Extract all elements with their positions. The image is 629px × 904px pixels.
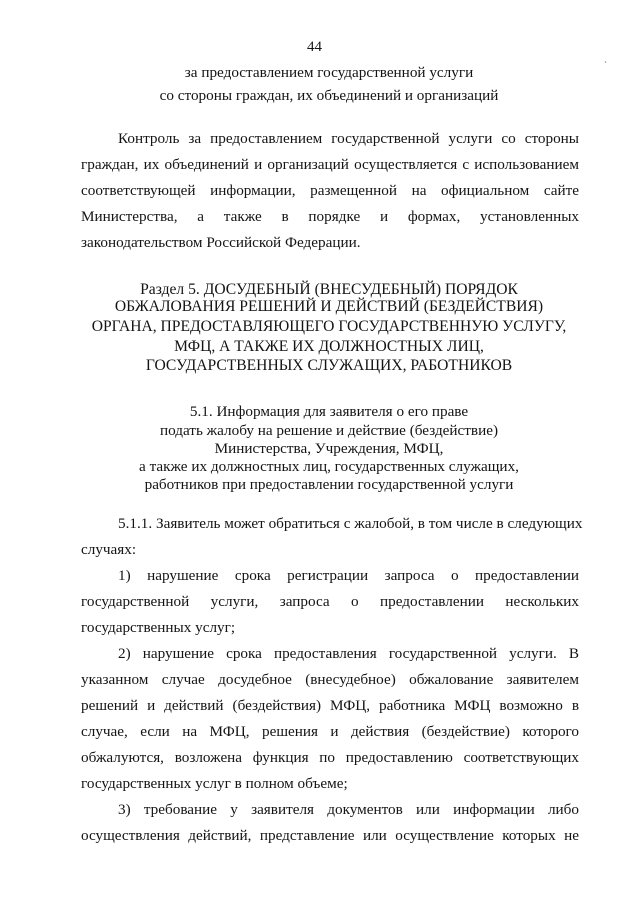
paragraph-line: законодательством Российской Федерации. bbox=[81, 234, 361, 251]
header-line: за предоставлением государственной услуги bbox=[184, 64, 474, 81]
subsection-title-line: а также их должностных лиц, государственных служащих, bbox=[139, 458, 519, 475]
subsection-title-line: работников при предоставлении государственной услуги bbox=[144, 476, 514, 493]
section-title-line: ОРГАНА, ПРЕДОСТАВЛЯЮЩЕГО ГОСУДАРСТВЕННУЮ УСЛУГУ, bbox=[91, 318, 567, 335]
list-item-line: решений и действий (бездействия) МФЦ, работника МФЦ возможно в bbox=[81, 697, 579, 714]
section-title-line: ГОСУДАРСТВЕННЫХ СЛУЖАЩИХ, РАБОТНИКОВ bbox=[145, 357, 513, 374]
paragraph-line: соответствующей информации, размещенной на официальном сайте bbox=[81, 182, 579, 199]
list-item-line: осуществления действий, представление или осуществление которых не bbox=[81, 827, 579, 844]
list-item-line: указанном случае досудебное (внесудебное) обжалование заявителем bbox=[81, 671, 579, 688]
section-title-line: МФЦ, А ТАКЖЕ ИХ ДОЛЖНОСТНЫХ ЛИЦ, bbox=[174, 338, 484, 355]
list-item-line: государственной услуги, запроса о предоставлении нескольких bbox=[81, 593, 579, 610]
page-number: 44 bbox=[307, 39, 322, 55]
section-title-line: Раздел 5. ДОСУДЕБНЫЙ (ВНЕСУДЕБНЫЙ) ПОРЯДОК bbox=[140, 281, 518, 298]
header-line: со стороны граждан, их объединений и организаций bbox=[159, 87, 499, 104]
scan-speck: ` bbox=[604, 60, 607, 70]
subsection-title-line: Министерства, Учреждения, МФЦ, bbox=[214, 440, 444, 457]
paragraph-line: Контроль за предоставлением государственной услуги со стороны bbox=[118, 130, 579, 147]
list-item-line: 3) требование у заявителя документов или информации либо bbox=[118, 801, 579, 818]
paragraph-line: 5.1.1. Заявитель может обратиться с жалобой, в том числе в следующих bbox=[118, 515, 583, 532]
list-item-line: случае, если на МФЦ, решения и действия (бездействие) которого bbox=[81, 723, 579, 740]
subsection-title-line: 5.1. Информация для заявителя о его праве bbox=[189, 403, 469, 420]
paragraph-line: случаях: bbox=[81, 541, 137, 558]
list-item-line: государственных услуг в полном объеме; bbox=[81, 775, 348, 792]
list-item-line: обжалуются, возложена функция по предоставлению соответствующих bbox=[81, 749, 579, 766]
section-title-line: ОБЖАЛОВАНИЯ РЕШЕНИЙ И ДЕЙСТВИЙ (БЕЗДЕЙСТВИЯ) bbox=[114, 298, 544, 315]
list-item-line: государственных услуг; bbox=[81, 619, 236, 636]
paragraph-line: Министерства, а также в порядке и формах, установленных bbox=[81, 208, 579, 225]
list-item-line: 1) нарушение срока регистрации запроса о предоставлении bbox=[118, 567, 579, 584]
subsection-title-line: подать жалобу на решение и действие (бездействие) bbox=[159, 422, 499, 439]
list-item-line: 2) нарушение срока предоставления государственной услуги. В bbox=[118, 645, 579, 662]
paragraph-line: граждан, их объединений и организаций осуществляется с использованием bbox=[81, 156, 579, 173]
